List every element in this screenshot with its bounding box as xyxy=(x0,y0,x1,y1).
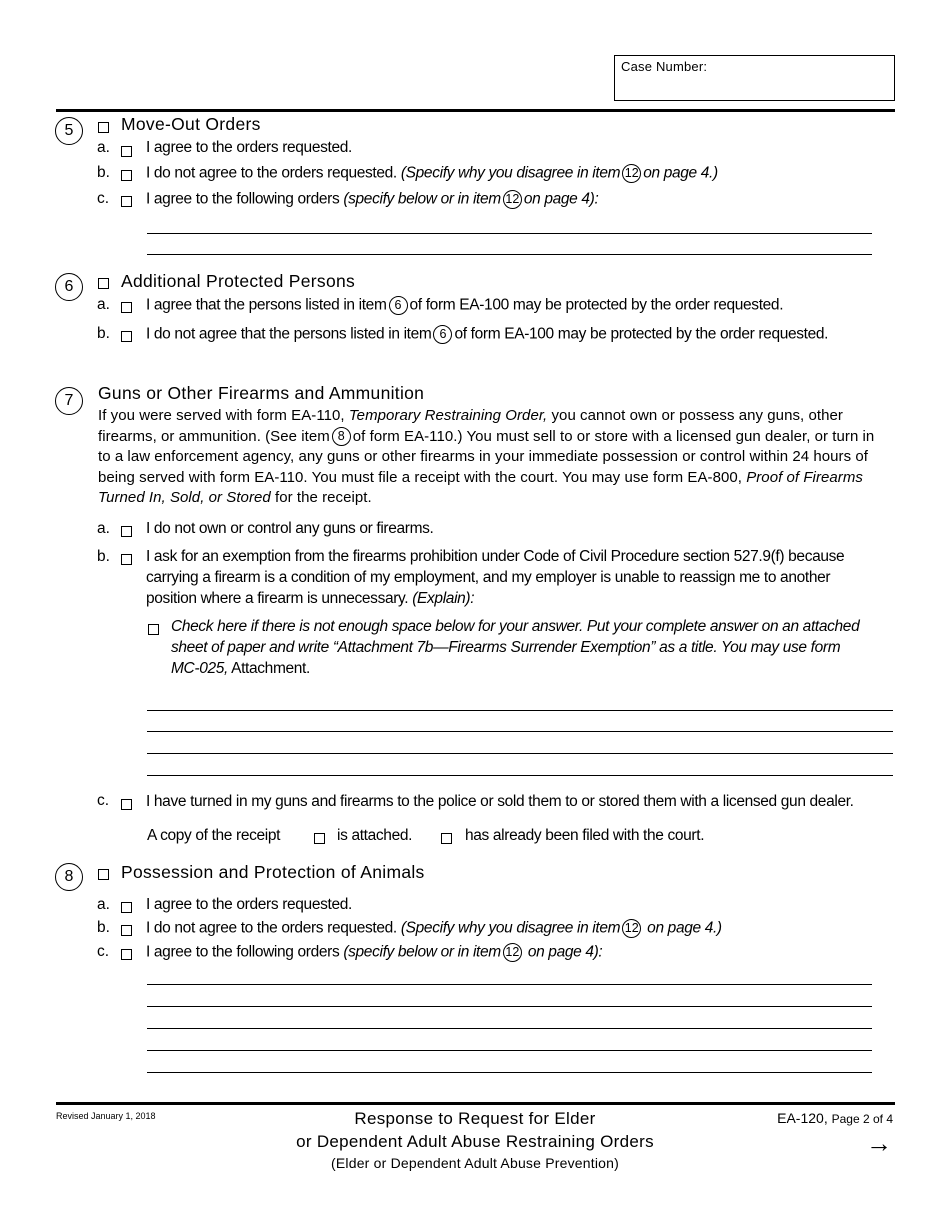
item-7a-checkbox[interactable] xyxy=(121,526,132,537)
item-7c-checkbox[interactable] xyxy=(121,799,132,810)
bottom-divider xyxy=(56,1102,895,1105)
case-number-label: Case Number: xyxy=(621,59,708,74)
item-7a-letter: a. xyxy=(97,520,110,537)
item-7-paragraph: If you were served with form EA-110, Temporary Restraining Order, you cannot own or possess any guns, other firearms, or ammunition. (See item 8 of form EA-110.) You must sell to or store with a licensed gun dealer, or turn in to a law enforcement agency, any guns or other firearms in your immediate possession or control within 24 hours of being served with form EA-110. You must file a receipt with the court. You may use form EA-800, Proof of Firearms Turned In, Sold, or Stored for the receipt. xyxy=(98,407,875,507)
item-7b-check-line1: Check here if there is not enough space below for your answer. Put your complete answer on an attached xyxy=(171,618,860,635)
item-8-answer-line[interactable] xyxy=(147,1050,872,1051)
revised-date: Revised January 1, 2018 xyxy=(56,1111,156,1121)
item-5-answer-line[interactable] xyxy=(147,254,872,255)
item-6-number: 6 xyxy=(55,273,83,301)
item-8-answer-line[interactable] xyxy=(147,1006,872,1007)
item-5a-letter: a. xyxy=(97,139,110,156)
item-5-answer-line[interactable] xyxy=(147,233,872,234)
item-5c-text: I agree to the following orders (specify below or in item 12 on page 4): xyxy=(146,190,599,208)
item-8c-letter: c. xyxy=(97,943,110,960)
item-5c-letter: c. xyxy=(97,190,110,207)
item-8-answer-line[interactable] xyxy=(147,1072,872,1073)
item-7b-checkbox[interactable] xyxy=(121,554,132,565)
item-6-title: Additional Protected Persons xyxy=(121,271,356,291)
item-8c-checkbox[interactable] xyxy=(121,949,132,960)
item-7b-answer-line[interactable] xyxy=(147,710,893,711)
item-5-title: Move-Out Orders xyxy=(121,114,261,134)
receipt-filed-checkbox[interactable] xyxy=(441,833,452,844)
case-number-box[interactable] xyxy=(614,55,895,101)
form-title-line2: or Dependent Adult Abuse Restraining Orders xyxy=(296,1132,654,1151)
item-6b-checkbox[interactable] xyxy=(121,331,132,342)
item-7a-text: I do not own or control any guns or firearms. xyxy=(146,520,434,537)
item-5b-text: I do not agree to the orders requested. (Specify why you disagree in item 12 on page 4.) xyxy=(146,164,718,182)
item-6b-letter: b. xyxy=(97,325,110,342)
item-7b-line1: I ask for an exemption from the firearms prohibition under Code of Civil Procedure section 527.9(f) because xyxy=(146,548,845,565)
item-8a-checkbox[interactable] xyxy=(121,902,132,913)
page-indicator: Page 2 of 4 xyxy=(831,1112,893,1126)
item-6a-checkbox[interactable] xyxy=(121,302,132,313)
item-7b-check-line2: sheet of paper and write “Attachment 7b—Firearms Surrender Exemption” as a title. You may use form xyxy=(171,639,841,656)
item-6a-letter: a. xyxy=(97,296,110,313)
receipt-attached-checkbox[interactable] xyxy=(314,833,325,844)
item-7b-letter: b. xyxy=(97,548,110,565)
item-7b-answer-line[interactable] xyxy=(147,731,893,732)
item-5a-text: I agree to the orders requested. xyxy=(146,139,352,156)
form-title-line1: Response to Request for Elder xyxy=(354,1109,596,1128)
item-7-number: 7 xyxy=(55,387,83,415)
item-8a-letter: a. xyxy=(97,896,110,913)
item-8c-text: I agree to the following orders (specify below or in item 12 on page 4): xyxy=(146,943,603,961)
item-6a-text: I agree that the persons listed in item 6 of form EA-100 may be protected by the order requested. xyxy=(146,296,784,314)
item-5a-checkbox[interactable] xyxy=(121,146,132,157)
item-7b-line3: position where a firearm is unnecessary. (Explain): xyxy=(146,590,475,607)
receipt-attached-label: is attached. xyxy=(337,827,413,844)
item-5b-checkbox[interactable] xyxy=(121,170,132,181)
item-8-title: Possession and Protection of Animals xyxy=(121,862,425,882)
item-7b-answer-line[interactable] xyxy=(147,775,893,776)
item-8a-text: I agree to the orders requested. xyxy=(146,896,352,913)
item-8b-letter: b. xyxy=(97,919,110,936)
receipt-label: A copy of the receipt xyxy=(147,827,281,844)
item-5-number: 5 xyxy=(55,117,83,145)
item-7b-line2: carrying a firearm is a condition of my employment, and my employer is unable to reassign me to another xyxy=(146,569,831,586)
item-7b-check-line3: MC-025, Attachment. xyxy=(171,660,310,677)
next-page-arrow-icon[interactable]: → xyxy=(866,1128,892,1158)
item-8-answer-line[interactable] xyxy=(147,1028,872,1029)
item-7c-letter: c. xyxy=(97,792,110,809)
item-8-checkbox[interactable] xyxy=(98,869,109,880)
form-number: EA-120, xyxy=(777,1110,828,1126)
item-6b-text: I do not agree that the persons listed in item 6 of form EA-100 may be protected by the order requested. xyxy=(146,325,829,343)
item-8-number: 8 xyxy=(55,863,83,891)
item-7b-attachment-checkbox[interactable] xyxy=(148,624,159,635)
item-5-checkbox[interactable] xyxy=(98,122,109,133)
receipt-filed-label: has already been filed with the court. xyxy=(465,827,705,844)
item-8b-checkbox[interactable] xyxy=(121,925,132,936)
item-8-answer-line[interactable] xyxy=(147,984,872,985)
form-subtitle: (Elder or Dependent Adult Abuse Prevention) xyxy=(331,1155,619,1171)
item-7b-answer-line[interactable] xyxy=(147,753,893,754)
item-6-checkbox[interactable] xyxy=(98,278,109,289)
item-7c-text: I have turned in my guns and firearms to the police or sold them to or stored them with a licensed gun dealer. xyxy=(146,793,854,810)
item-5b-letter: b. xyxy=(97,164,110,181)
item-5c-checkbox[interactable] xyxy=(121,196,132,207)
item-8b-text: I do not agree to the orders requested. (Specify why you disagree in item 12 on page 4.) xyxy=(146,919,722,937)
item-7-title: Guns or Other Firearms and Ammunition xyxy=(98,383,425,403)
form-id xyxy=(700,1110,893,1126)
top-divider xyxy=(56,109,895,112)
